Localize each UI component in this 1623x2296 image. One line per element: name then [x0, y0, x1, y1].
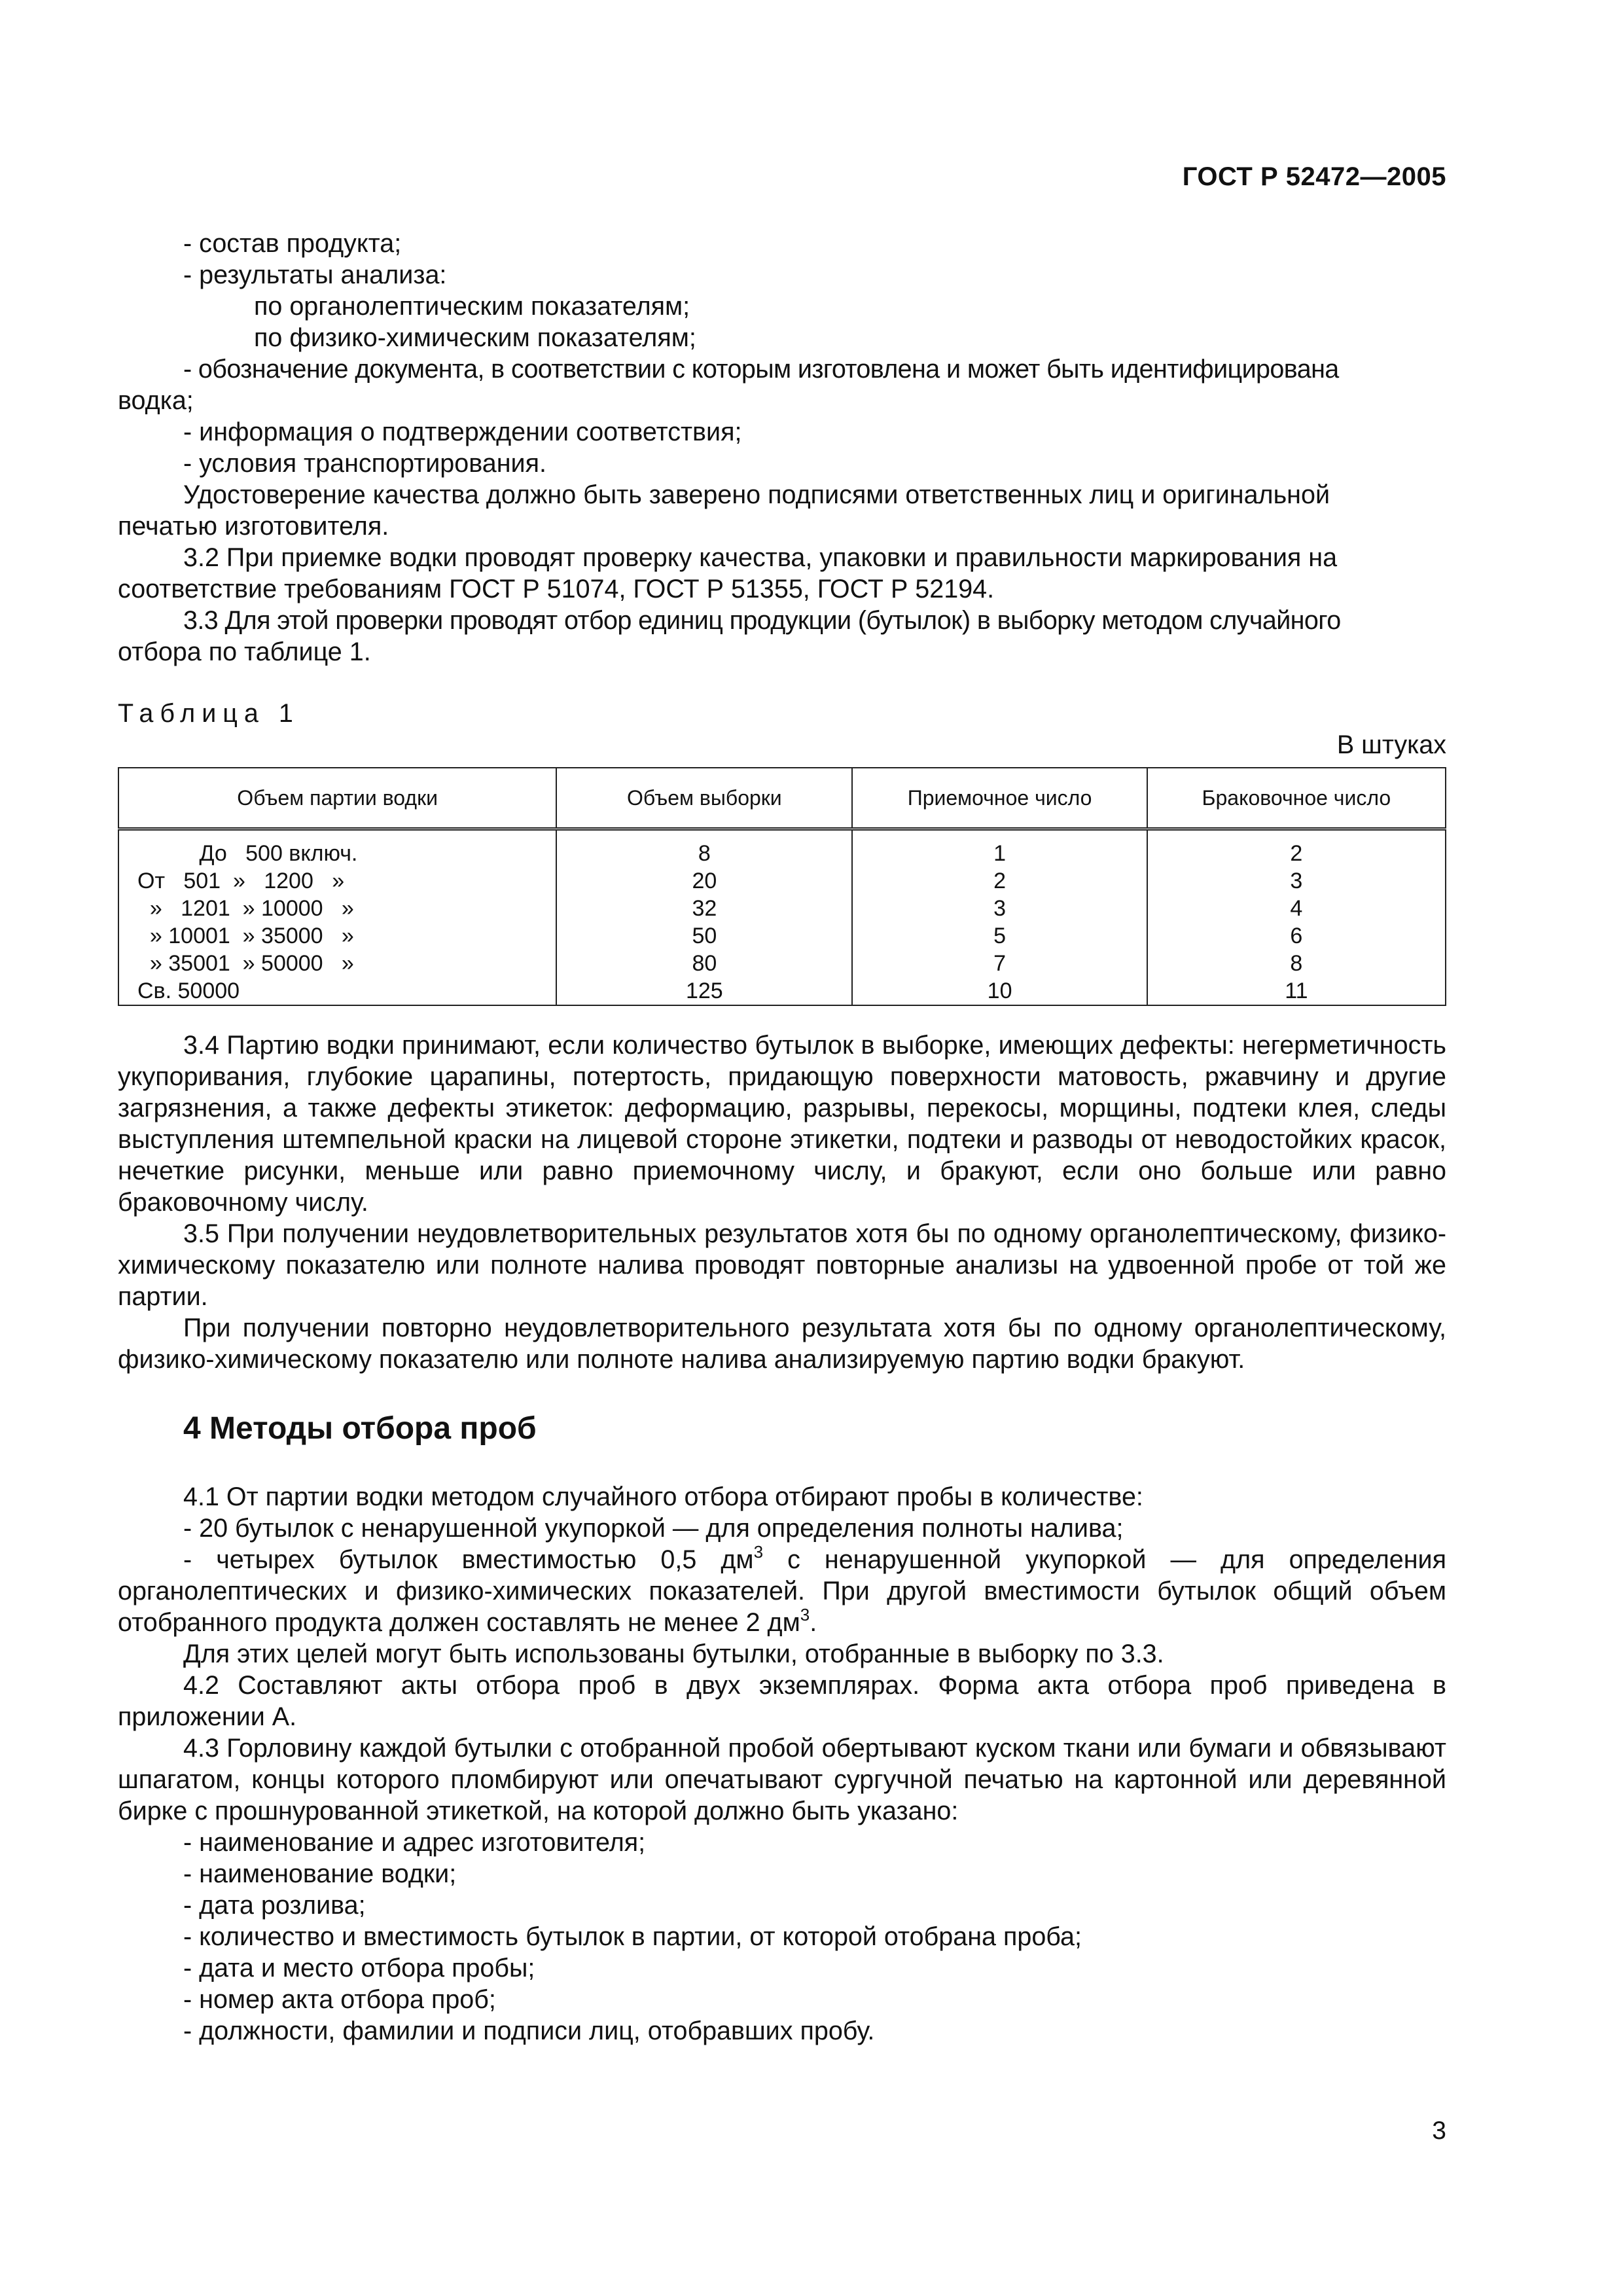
table-cell: 125	[556, 977, 852, 1005]
list-item: - наименование водки;	[183, 1859, 457, 1888]
clause-4-2: 4.2 Составляют акты отбора проб в двух экземплярах. Форма акта отбора проб приведена в приложении А.	[118, 1671, 1446, 1731]
list-item: - обозначение документа, в соответствии с которым изготовлена и может быть идентифицирована	[183, 355, 1339, 384]
table-cell: 8	[1147, 950, 1446, 977]
table-cell: 3	[852, 895, 1147, 922]
text-fragment: - четырех бутылок вместимостью 0,5 дм	[183, 1545, 754, 1574]
clause-3-2-line2: соответствие требованиям ГОСТ Р 51074, ГОСТ Р 51355, ГОСТ Р 52194.	[118, 575, 995, 603]
clause-4-1-note: Для этих целей могут быть использованы бутылки, отобранные в выборку по 3.3.	[183, 1640, 1164, 1668]
sub-list-item: по физико-химическим показателям;	[254, 323, 696, 352]
table-header-cell: Браковочное число	[1147, 768, 1446, 829]
list-item: - должности, фамилии и подписи лиц, отобравших пробу.	[183, 2017, 875, 2045]
table-cell: 10	[852, 977, 1147, 1005]
table-cell: 7	[852, 950, 1147, 977]
table-cell: 50	[556, 922, 852, 950]
table-cell: Св. 50000	[118, 977, 556, 1005]
table-header-cell: Объем выборки	[556, 768, 852, 829]
clause-3-4: 3.4 Партию водки принимают, если количество бутылок в выборке, имеющих дефекты: негерметичность укупоривания, глубокие царапины, потертость, придающую поверхности матовость, ржавчину и другие загрязнения, а также дефекты этикеток: деформацию, разрывы, перекосы, морщины, подтеки клея, следы выступления штемпельной краски на лицевой стороне этикетки, подтеки и разводы от неводостойких красок, нечеткие рисунки, меньше или равно приемочному числу, и бракуют, если оно больше или равно браковочному числу.	[118, 1031, 1446, 1217]
table-cell: » 35001 » 50000 »	[118, 950, 556, 977]
table-caption: Таблица 1	[118, 699, 300, 728]
list-item: - информация о подтверждении соответствия;	[183, 418, 742, 446]
table-header-cell: Приемочное число	[852, 768, 1147, 829]
sampling-table	[118, 767, 1446, 1006]
table-cell: 5	[852, 922, 1147, 950]
list-item: - результаты анализа:	[183, 260, 447, 289]
table-unit: В штуках	[1336, 730, 1446, 759]
table-cell: 2	[852, 867, 1147, 895]
text-fragment: с ненарушенной укупоркой — для определения органолептических и физико-химических показателей. При другой вместимости бутылок общий объем отобранного продукта должен составлять не менее 2 дм	[118, 1545, 1446, 1637]
list-item: - наименование и адрес изготовителя;	[183, 1828, 646, 1857]
certificate-paragraph-line2: печатью изготовителя.	[118, 512, 389, 541]
table-cell: 20	[556, 867, 852, 895]
table-cell: 3	[1147, 867, 1446, 895]
document-code: ГОСТ Р 52472—2005	[1182, 162, 1446, 191]
table-row	[118, 829, 1446, 868]
clause-3-3-line2: отбора по таблице 1.	[118, 637, 371, 666]
table-cell: 80	[556, 950, 852, 977]
table-cell: 32	[556, 895, 852, 922]
table-row	[118, 950, 1446, 977]
list-item: - дата розлива;	[183, 1891, 366, 1920]
page-number: 3	[1432, 2117, 1446, 2145]
table-row	[118, 922, 1446, 950]
table-cell: От 501 » 1200 »	[118, 867, 556, 895]
table-cell: 2	[1147, 829, 1446, 868]
certificate-paragraph-line1: Удостоверение качества должно быть заверено подписями ответственных лиц и оригинальной	[183, 480, 1330, 509]
table-cell: » 1201 » 10000 »	[118, 895, 556, 922]
clause-3-2-line1: 3.2 При приемке водки проводят проверку качества, упаковки и правильности маркирования на	[183, 543, 1338, 572]
list-item-continuation: водка;	[118, 386, 194, 415]
document-body	[118, 228, 1446, 2047]
superscript: 3	[753, 1541, 764, 1562]
list-item: - условия транспортирования.	[183, 449, 546, 478]
list-item-volume	[118, 1541, 1446, 1638]
section-title: 4 Методы отбора проб	[183, 1411, 537, 1446]
table-cell: 1	[852, 829, 1147, 868]
table-cell: До 500 включ.	[118, 829, 556, 868]
table-row	[118, 895, 1446, 922]
list-item: - состав продукта;	[183, 229, 402, 258]
sub-list-item: по органолептическим показателям;	[254, 292, 690, 321]
text-fragment: .	[810, 1608, 817, 1637]
superscript: 3	[800, 1604, 810, 1624]
table-header-cell: Объем партии водки	[118, 768, 556, 829]
table-cell: 4	[1147, 895, 1446, 922]
table-cell: 11	[1147, 977, 1446, 1005]
clause-3-3-line1: 3.3 Для этой проверки проводят отбор единиц продукции (бутылок) в выборку методом случайного	[183, 606, 1341, 635]
list-item: - количество и вместимость бутылок в партии, от которой отобрана проба;	[183, 1922, 1082, 1951]
clause-4-1: 4.1 От партии водки методом случайного отбора отбирают пробы в количестве:	[183, 1482, 1143, 1511]
list-item: - номер акта отбора проб;	[183, 1985, 496, 2014]
table-cell: 6	[1147, 922, 1446, 950]
clause-3-5: 3.5 При получении неудовлетворительных результатов хотя бы по одному органолептическому, физико-химическому показателю или полноте налива проводят повторные анализы на удвоенной пробе от той же партии.	[118, 1219, 1446, 1311]
table-row	[118, 867, 1446, 895]
table-cell: » 10001 » 35000 »	[118, 922, 556, 950]
list-item: - дата и место отбора пробы;	[183, 1954, 535, 1982]
clause-4-3: 4.3 Горловину каждой бутылки с отобранной пробой обертывают куском ткани или бумаги и обвязывают шпагатом, концы которого пломбируют или опечатывают сургучной печатью на картонной или деревянной бирке с прошнурованной этикеткой, на которой должно быть указано:	[118, 1734, 1446, 1825]
table-row	[118, 977, 1446, 1005]
table-cell: 8	[556, 829, 852, 868]
list-item: - 20 бутылок с ненарушенной укупоркой — для определения полноты налива;	[183, 1514, 1124, 1543]
clause-3-5-repeat: При получении повторно неудовлетворительного результата хотя бы по одному органолептическому, физико-химическому показателю или полноте налива анализируемую партию водки бракуют.	[118, 1314, 1446, 1374]
